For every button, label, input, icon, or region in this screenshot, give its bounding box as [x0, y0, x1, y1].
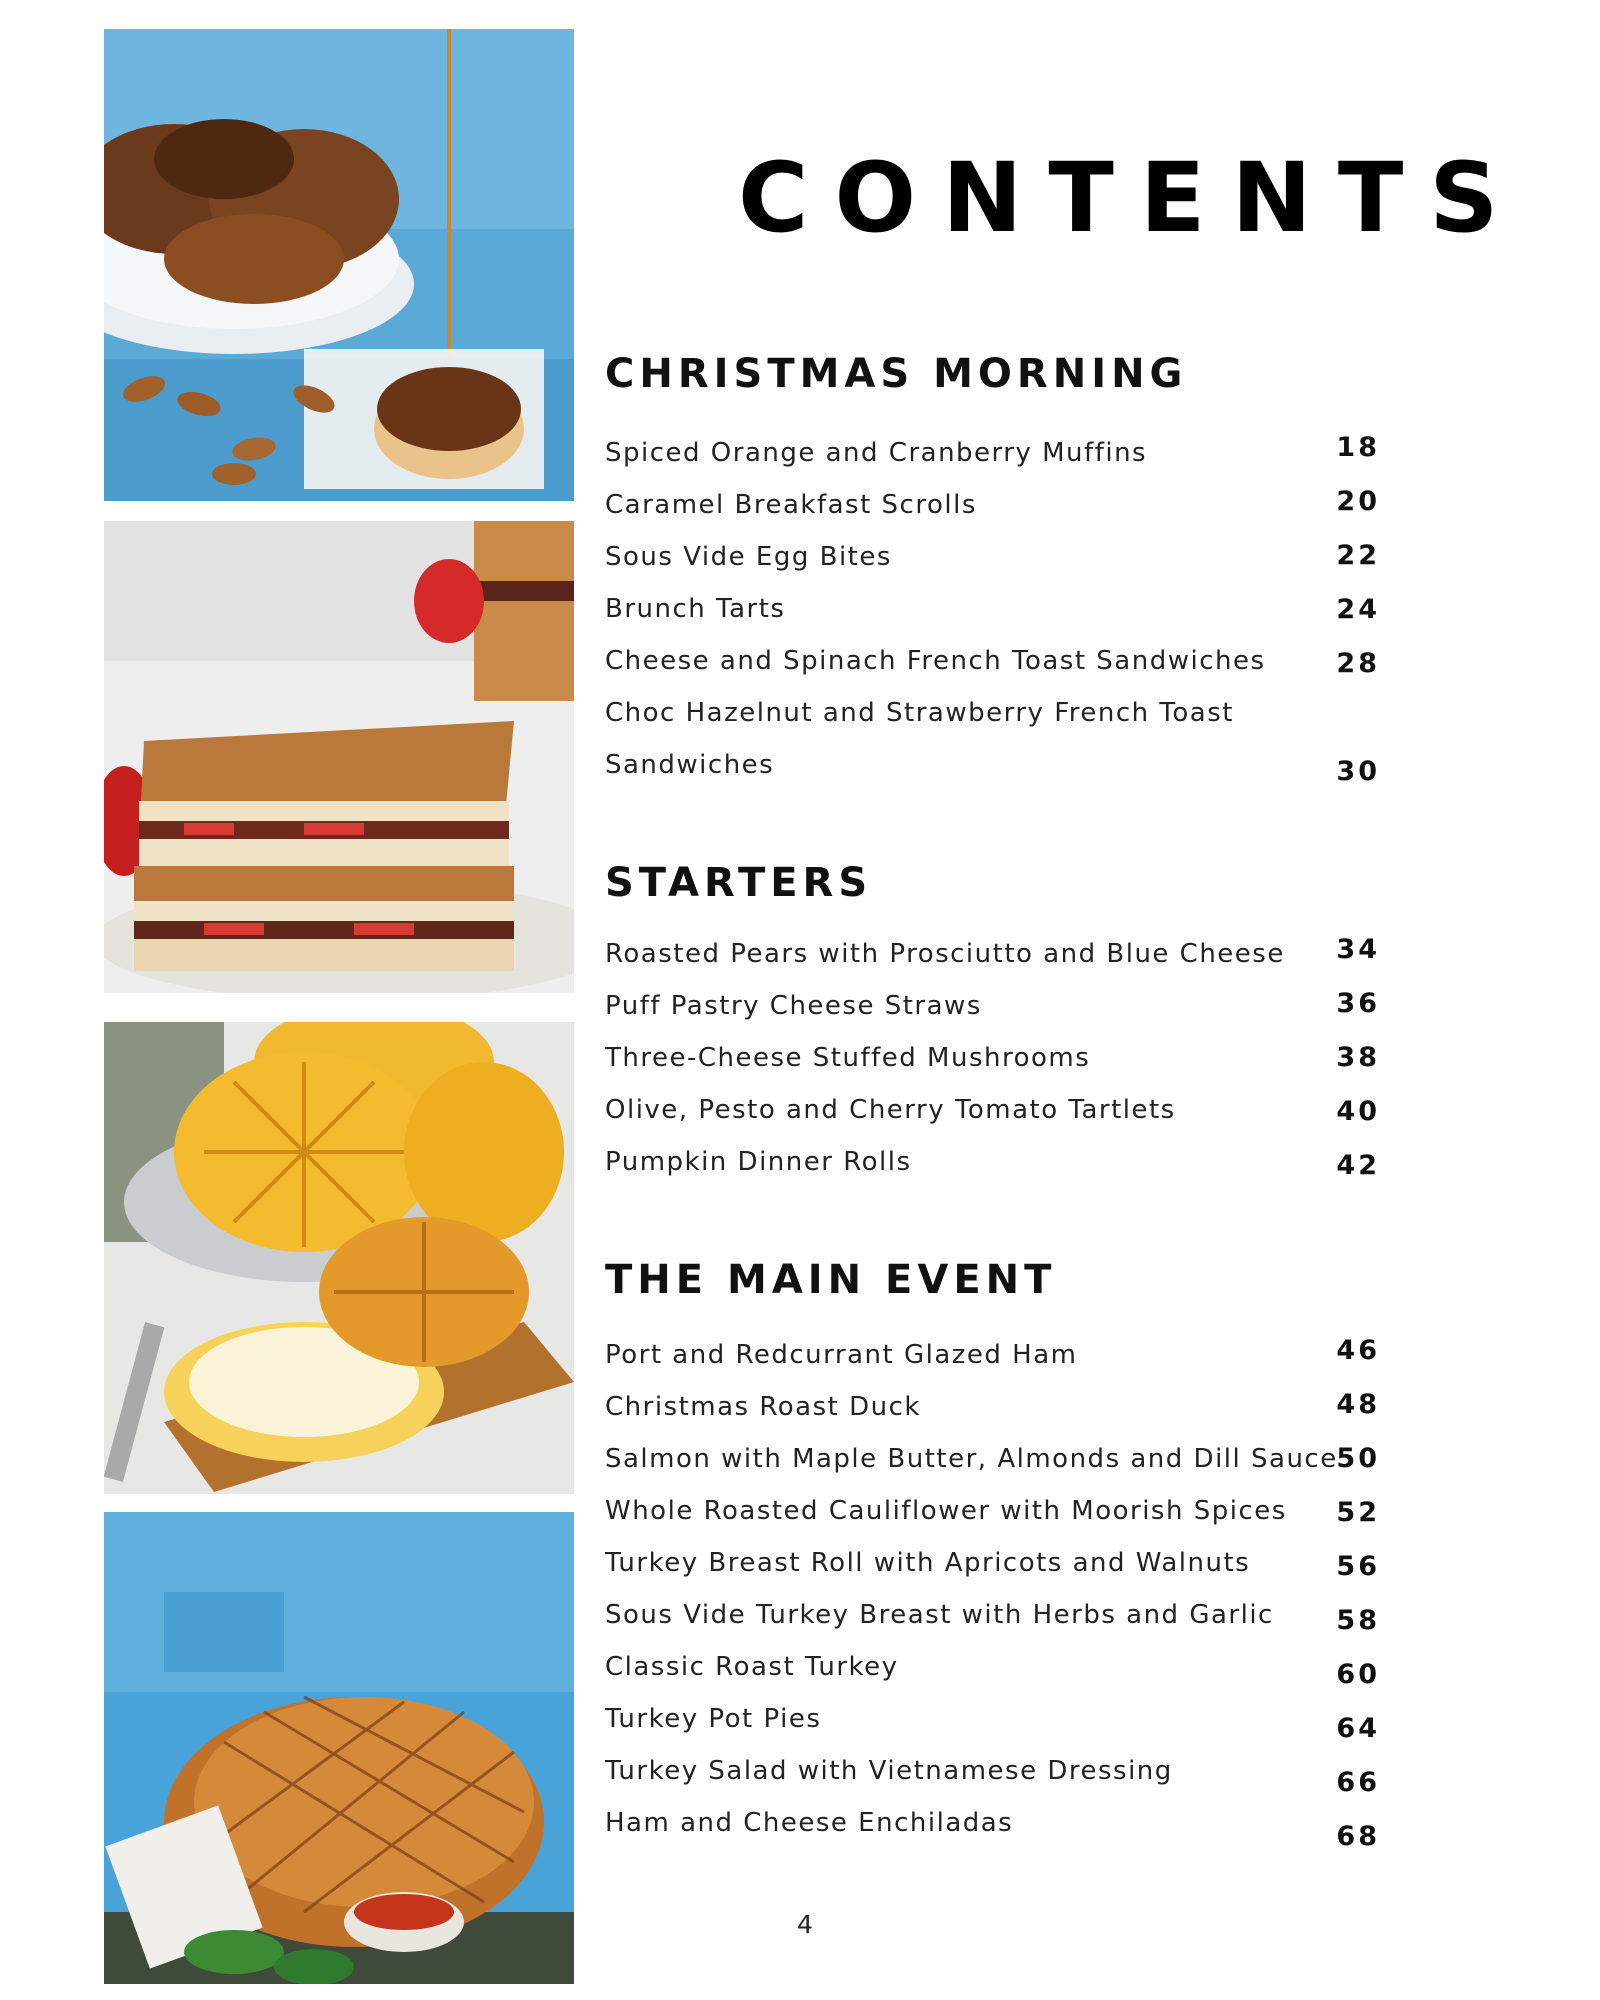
toc-entry-page[interactable]: 30	[1336, 756, 1380, 787]
toc-entry-page[interactable]: 50	[1336, 1443, 1380, 1474]
toc-entry-title[interactable]: Christmas Roast Duck	[605, 1392, 921, 1422]
toc-entry-page[interactable]: 36	[1336, 988, 1380, 1019]
page-title: CONTENTS	[738, 142, 1525, 254]
pumpkin-dinner-rolls-photo-icon	[104, 1022, 574, 1494]
toc-entry-title[interactable]: Roasted Pears with Prosciutto and Blue Cheese	[605, 939, 1285, 969]
section-heading-starters: STARTERS	[605, 860, 873, 906]
toc-entry-title[interactable]: Classic Roast Turkey	[605, 1652, 899, 1682]
toc-entry-page[interactable]: 22	[1336, 540, 1380, 571]
glazed-ham-photo-icon	[104, 1512, 574, 1984]
toc-entry-title[interactable]: Caramel Breakfast Scrolls	[605, 490, 977, 520]
toc-entry-page[interactable]: 68	[1336, 1821, 1380, 1852]
toc-entry-page[interactable]: 42	[1336, 1150, 1380, 1181]
toc-entry-page[interactable]: 48	[1336, 1389, 1380, 1420]
toc-entry-title[interactable]: Spiced Orange and Cranberry Muffins	[605, 438, 1148, 468]
toc-entry-page[interactable]: 52	[1336, 1497, 1380, 1528]
section-heading-christmas-morning: CHRISTMAS MORNING	[605, 351, 1188, 397]
toc-entry-title[interactable]: Sous Vide Egg Bites	[605, 542, 892, 572]
toc-entry-page[interactable]: 18	[1336, 432, 1380, 463]
toc-entry-page[interactable]: 60	[1336, 1659, 1380, 1690]
toc-entry-title[interactable]: Turkey Pot Pies	[605, 1704, 822, 1734]
toc-entry-title[interactable]: Puff Pastry Cheese Straws	[605, 991, 982, 1021]
toc-entry-page[interactable]: 20	[1336, 486, 1380, 517]
toc-entry-page[interactable]: 24	[1336, 594, 1380, 625]
caramel-scrolls-photo-icon	[104, 29, 574, 501]
toc-entry-title[interactable]: Ham and Cheese Enchiladas	[605, 1808, 1014, 1838]
toc-entry-title[interactable]: Brunch Tarts	[605, 594, 786, 624]
toc-entry-title[interactable]: Turkey Breast Roll with Apricots and Walnuts	[605, 1548, 1251, 1578]
toc-entry-page[interactable]: 64	[1336, 1713, 1380, 1744]
toc-entry-page[interactable]: 40	[1336, 1096, 1380, 1127]
toc-entry-title-continued[interactable]: Sandwiches	[605, 750, 775, 780]
toc-entry-title[interactable]: Choc Hazelnut and Strawberry French Toast	[605, 698, 1234, 728]
section-heading-the-main-event: THE MAIN EVENT	[605, 1257, 1057, 1303]
toc-entry-title[interactable]: Sous Vide Turkey Breast with Herbs and Garlic	[605, 1600, 1274, 1630]
toc-entry-title[interactable]: Salmon with Maple Butter, Almonds and Dill Sauce	[605, 1444, 1338, 1474]
toc-entry-page[interactable]: 34	[1336, 934, 1380, 965]
toc-entry-page[interactable]: 28	[1336, 648, 1380, 679]
toc-entry-title[interactable]: Whole Roasted Cauliflower with Moorish Spices	[605, 1496, 1287, 1526]
toc-entry-page[interactable]: 56	[1336, 1551, 1380, 1582]
toc-entry-title[interactable]: Pumpkin Dinner Rolls	[605, 1147, 912, 1177]
toc-entry-title[interactable]: Turkey Salad with Vietnamese Dressing	[605, 1756, 1173, 1786]
page-number: 4	[797, 1910, 813, 1939]
french-toast-sandwich-photo-icon	[104, 521, 574, 993]
toc-entry-title[interactable]: Olive, Pesto and Cherry Tomato Tartlets	[605, 1095, 1176, 1125]
toc-entry-page[interactable]: 38	[1336, 1042, 1380, 1073]
toc-entry-page[interactable]: 58	[1336, 1605, 1380, 1636]
toc-entry-page[interactable]: 46	[1336, 1335, 1380, 1366]
toc-entry-title[interactable]: Cheese and Spinach French Toast Sandwiches	[605, 646, 1266, 676]
toc-entry-title[interactable]: Three-Cheese Stuffed Mushrooms	[605, 1043, 1091, 1073]
toc-entry-title[interactable]: Port and Redcurrant Glazed Ham	[605, 1340, 1078, 1370]
toc-entry-page[interactable]: 66	[1336, 1767, 1380, 1798]
